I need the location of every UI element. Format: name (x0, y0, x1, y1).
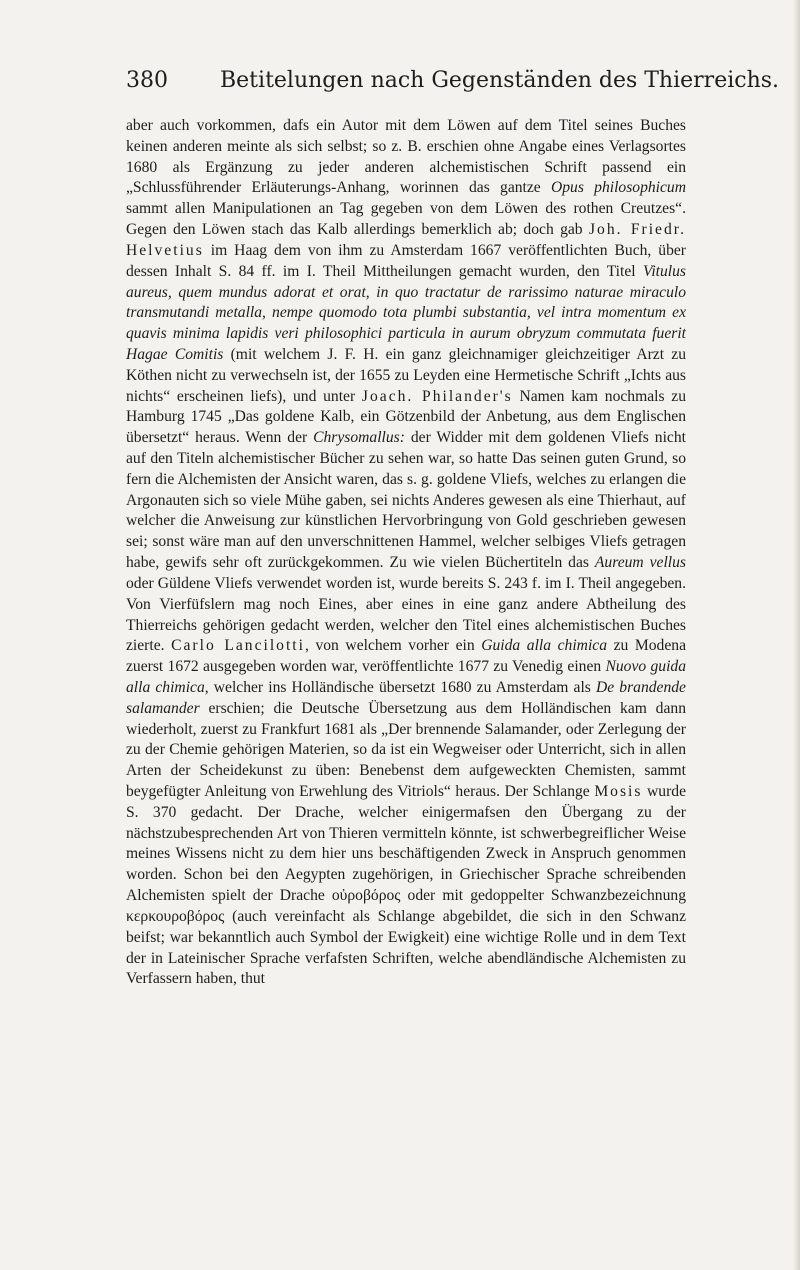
italic-title: Vitulus aureus, quem mundus adorat et orat, in quo tractatur de rarissimo naturae miraculo transmutandi metalla, nempe quomodo tota plumbi substantia, vel intra momentum ex quavis minima lapidis veri philosophici particula in aurum obryzum commutata fuerit Hagae Comitis (126, 262, 686, 363)
italic-title: Guida alla chimica (481, 637, 607, 655)
page-edge-shadow (793, 0, 800, 1270)
italic-title: Aureum vellus (594, 554, 686, 572)
person-name: Joach. Philander's (361, 387, 513, 405)
text-run: Namen kam nochmals zu Hamburg 1745 „Das goldene Kalb, ein Götzenbild der Anbetung, aus dem Englischen übersetzt“ heraus. Wenn der (126, 387, 687, 447)
italic-title: Opus philosophicum (550, 179, 686, 197)
text-run: , welcher ins Holländische übersetzt 1680 zu Amsterdam als (204, 678, 596, 696)
text-run: der Widder mit dem goldenen Vliefs nicht auf den Titeln alchemistischer Bücher zu sehen war, so hatte Das seinen guten Grund, so fern die Alchemisten der Ansicht waren, das s. g. goldene Vliefs, welches zu erlangen die Argonauten sich so viele Mühe gaben, sei nichts Anderes gewesen als eine Thierhaut, auf welcher die Anweisung zur künstlichen Hervorbringung von Gold geschrieben gewesen sei; sonst wäre man auf den unverschnittenen Hammel, welcher selbiges Vliefs getragen habe, gewifs sehr oft zurückgekommen. Zu wie vielen Büchertiteln das (126, 429, 686, 572)
text-run: im Haag dem von ihm zu Amsterdam 1667 veröffentlichten Buch, über dessen Inhalt S. 84 ff. im I. Theil Mittheilungen gemacht wurden, den Titel (126, 241, 686, 280)
person-name: Joh. Friedr. Helvetius (126, 221, 687, 259)
text-run: erschien; die Deutsche Übersetzung aus dem Holländischen kam dann wiederholt, zuerst zu Frankfurt 1681 als „Der brennende Salamander, oder Zerlegung der zu der Chemie gehörigen Materien, so da ist ein Wegweiser oder Unterricht, sich in allen Arten der Scheidekunst zu üben: Benebenst dem aufgeweckten Chemisten, sammt beygefügter Anleitung von Erwehlung des Vitriols“ heraus. Der Schlange (126, 699, 686, 800)
person-name: Carlo Lancilotti (171, 637, 305, 655)
italic-title: Chrysomallus: (313, 429, 405, 447)
text-run: aber auch vorkommen, dafs ein Autor mit dem Löwen auf dem Titel seines Buches keinen anderen meinte als sich selbst; so z. B. erschien ohne Angabe eines Verlagsortes 1680 als Ergänzung zu jeder anderen alchemistischen Schrift passend ein „Schlussführender Erläuterungs-Anhang, worinnen das gantze (126, 117, 686, 197)
text-run: oder Güldene Vliefs verwendet worden ist, wurde bereits S. 243 f. im I. Theil angegeben. Von Vierfüfslern mag noch Eines, aber eines in eine ganz andere Abtheilung des Thierreichs gehörigen gedacht werden, welcher den Titel eines alchemistischen Buches zierte. (126, 574, 686, 655)
text-run: zu Modena zuerst 1672 ausgegeben worden war, veröffentlichte 1677 zu Venedig einen (126, 637, 686, 676)
text-run: sammt allen Manipulationen an Tag gegeben von dem Löwen des rothen Creutzes“. Gegen den Löwen stach das Kalb allerdings bemerklich ab; doch gab (126, 200, 686, 239)
text-run: (mit welchem J. F. H. ein ganz gleichnamiger gleichzeitiger Arzt zu Köthen nicht zu verwechseln ist, der 1655 zu Leyden eine Hermetische Schrift „Ichts aus nichts“ erscheinen liefs), und unter (126, 345, 686, 405)
page-header (126, 68, 780, 98)
italic-title: De brandende salamander (126, 678, 686, 717)
running-title: Betitelungen nach Gegenständen des Thierreichs. (220, 68, 780, 93)
text-run: wurde S. 370 gedacht. Der Drache, welcher einigermafsen den Übergang zu der nächstzubesprechenden Art von Thieren vermitteln könnte, ist schwerbegreiflicher Weise meines Wissens nicht zu dem hier uns beschäftigenden Zweck in Anspruch genommen worden. Schon bei den Aegypten zugehörigen, in Griechischer Sprache schreibenden Alchemisten spielt der Drache οὐροβόρος oder mit gedoppelter Schwanzbezeichnung κερκουροβόρος (auch vereinfacht als Schlange abgebildet, die sich in den Schwanz beifst; war bekanntlich auch Symbol der Ewigkeit) eine wichtige Rolle und in dem Text der in Lateinischer Sprache verfafsten Schriften, welche abendländische Alchemisten zu Verfassern haben, thut (126, 783, 687, 988)
page-number: 380 (126, 68, 168, 93)
paragraph (126, 116, 686, 990)
body-paragraph (126, 116, 686, 990)
text-run: , von welchem vorher ein (304, 637, 482, 655)
person-name: Mosis (594, 783, 643, 800)
italic-title: Nuovo guida alla chimica (126, 658, 686, 696)
